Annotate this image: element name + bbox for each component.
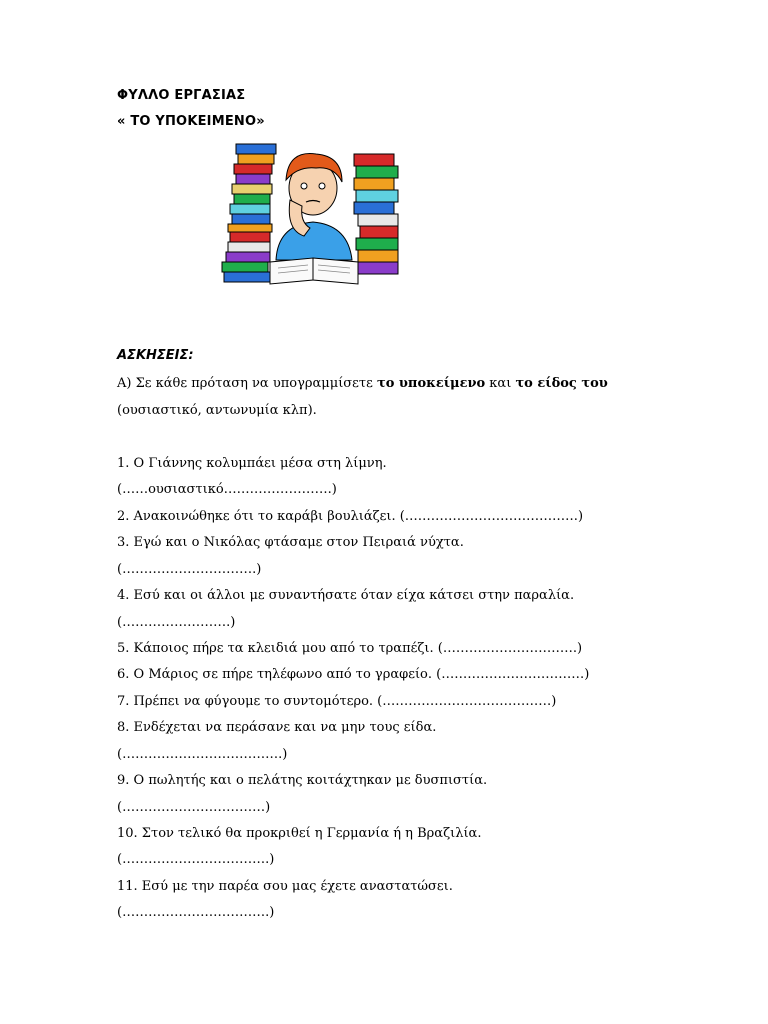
exercise-line: (……………………………) <box>117 800 271 815</box>
exercise-line: 11. Εσύ με την παρέα σου μας έχετε αναστατώσει. <box>117 879 453 894</box>
exercise-line: 7. Πρέπει να φύγουμε το συντομότερο. (…………………………………) <box>117 694 557 709</box>
instruction-line-2: (ουσιαστικό, αντωνυμία κλπ). <box>117 403 317 418</box>
exercise-line: 8. Ενδέχεται να περάσανε και να μην τους είδα. <box>117 720 437 735</box>
exercise-line: (………………………….) <box>117 562 262 577</box>
exercise-line: 6. Ο Μάριος σε πήρε τηλέφωνο από το γραφείο. (……………………………) <box>117 667 590 682</box>
exercise-line: 9. Ο πωλητής και ο πελάτης κοιτάχτηκαν με δυσπιστία. <box>117 773 488 788</box>
worksheet-header <box>117 86 677 132</box>
exercise-line: 4. Εσύ και οι άλλοι με συναντήσατε όταν είχα κάτσει στην παραλία. <box>117 588 575 603</box>
exercise-line: (…………………………….) <box>117 852 275 867</box>
exercise-line: 1. Ο Γιάννης κολυμπάει μέσα στη λίμνη. <box>117 456 387 471</box>
exercises-heading: ΑΣΚΗΣΕΙΣ: <box>117 348 194 363</box>
left-book-stack <box>222 144 276 282</box>
exercise-line: (……ουσιαστικό…………………….) <box>117 482 337 497</box>
instruction-line-1 <box>117 376 608 391</box>
exercise-line: 5. Κάποιος πήρε τα κλειδιά μου από το τραπέζι. (………………………….) <box>117 641 583 656</box>
instruction-middle: και <box>485 376 516 391</box>
instruction-prefix: Α) Σε κάθε πρόταση να υπογραμμίσετε <box>117 376 377 391</box>
exercise-line: 3. Εγώ και ο Νικόλας φτάσαμε στον Πειραιά νύχτα. <box>117 535 464 550</box>
exercise-line: (…………………….) <box>117 615 236 630</box>
instruction-bold-subject: το υποκείμενο <box>376 376 486 391</box>
worksheet-subtitle: « ΤΟ ΥΠΟΚΕΙΜΕΝΟ» <box>117 114 265 129</box>
exercise-line: 10. Στον τελικό θα προκριθεί η Γερμανία ή η Βραζιλία. <box>117 826 482 841</box>
student-with-books-illustration <box>218 140 408 290</box>
student-figure <box>276 154 352 260</box>
open-book <box>270 258 358 284</box>
exercise-line: (……………………………….) <box>117 747 288 762</box>
instruction-bold-type: το είδος του <box>515 376 608 391</box>
exercise-line: 2. Ανακοινώθηκε ότι το καράβι βουλιάζει. (………………………………….) <box>117 509 584 524</box>
worksheet-title: ΦΥΛΛΟ ΕΡΓΑΣΙΑΣ <box>117 88 246 103</box>
exercise-line: (…………………………….) <box>117 905 275 920</box>
right-book-stack <box>354 154 398 274</box>
